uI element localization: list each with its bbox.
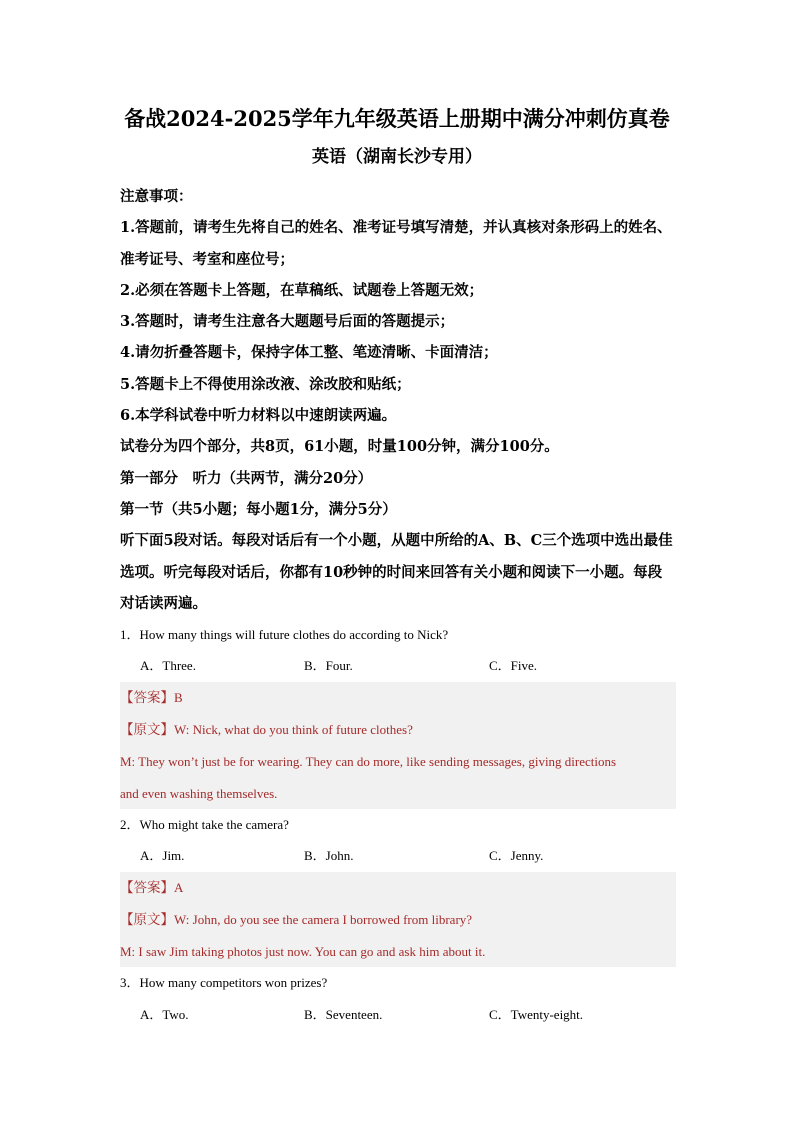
question-2-option-c: C．Jenny. (489, 848, 544, 864)
question-2-answer-block (120, 872, 676, 968)
note-item-2: 2.必须在答题卡上答题，在草稿纸、试题卷上答题无效； (120, 281, 484, 299)
question-1-answer (120, 682, 676, 714)
question-3-option-c: C．Twenty-eight. (489, 1006, 584, 1022)
question-3-option-b: B．Seventeen. (304, 1006, 383, 1022)
script-tag: 【原文】 (120, 722, 174, 739)
listening-instructions: 听下面5段对话。每段对话后有一个小题，从题中所给的A、B、C三个选项中选出最佳选项。听完每段对话后，你都有10秒钟的时间来回答有关小题和阅读下一小题。每段对话读两遍。 (120, 532, 673, 612)
note-item-5: 5.答题卡上不得使用涂改液、涂改胶和贴纸； (120, 375, 411, 393)
question-1-script-line-2: M: They won’t just be for wearing. They can do more, like sending messages, giving directions (120, 754, 617, 770)
question-3-stem: 3．How many competitors won prizes? (120, 975, 328, 991)
answer-tag: 【答案】 (120, 879, 174, 896)
script-text: W: Nick, what do you think of future clothes? (174, 722, 413, 738)
script-text: W: John, do you see the camera I borrowed from library? (174, 911, 473, 927)
note-item-1: 1.答题前，请考生先将自己的姓名、准考证号填写清楚，并认真核对条形码上的姓名、准考证号、考室和座位号； (120, 219, 672, 268)
question-1-script-line-1 (120, 714, 676, 746)
exam-content (120, 181, 676, 1030)
question-1-script-line-3: and even washing themselves. (120, 785, 278, 801)
question-1-stem: 1．How many things will future clothes do according to Nick? (120, 627, 449, 643)
part1-heading: 第一部分 听力（共两节，满分20分） (120, 469, 373, 487)
note-item-3: 3.答题时，请考生注意各大题题号后面的答题提示； (120, 313, 455, 331)
question-1-options (120, 650, 676, 681)
question-1-option-c: C．Five. (489, 658, 538, 674)
question-2-options (120, 840, 676, 871)
notes-heading: 注意事项： (120, 188, 193, 205)
question-2-option-b: B．John. (304, 848, 354, 864)
question-3-options (120, 999, 676, 1030)
exam-summary: 试卷分为四个部分，共8页，61小题，时量100分钟，满分100分。 (120, 438, 559, 456)
exam-subtitle: 英语（湖南长沙专用） (312, 147, 482, 167)
question-1-option-b: B．Four. (304, 658, 353, 674)
section1-heading: 第一节（共5小题；每小题1分，满分5分） (120, 500, 397, 518)
question-2-script-line-1 (120, 904, 676, 936)
script-tag: 【原文】 (120, 911, 174, 928)
note-item-6: 6.本学科试卷中听力材料以中速朗读两遍。 (120, 407, 397, 425)
question-1-answer-block (120, 682, 676, 809)
exam-title: 备战2024-2025学年九年级英语上册期中满分冲刺仿真卷 (124, 106, 670, 131)
question-2-stem: 2．Who might take the camera? (120, 816, 289, 832)
answer-tag: 【答案】 (120, 689, 174, 706)
question-1-option-a: A．Three. (140, 658, 196, 674)
question-3-option-a: A．Two. (140, 1006, 189, 1022)
question-2-option-a: A．Jim. (140, 848, 185, 864)
question-2-script-line-2: M: I saw Jim taking photos just now. You can go and ask him about it. (120, 944, 486, 960)
answer-value: A (174, 879, 184, 895)
question-2-answer (120, 872, 676, 904)
answer-value: B (174, 689, 183, 705)
note-item-4: 4.请勿折叠答题卡，保持字体工整、笔迹清晰、卡面清洁； (120, 344, 498, 362)
